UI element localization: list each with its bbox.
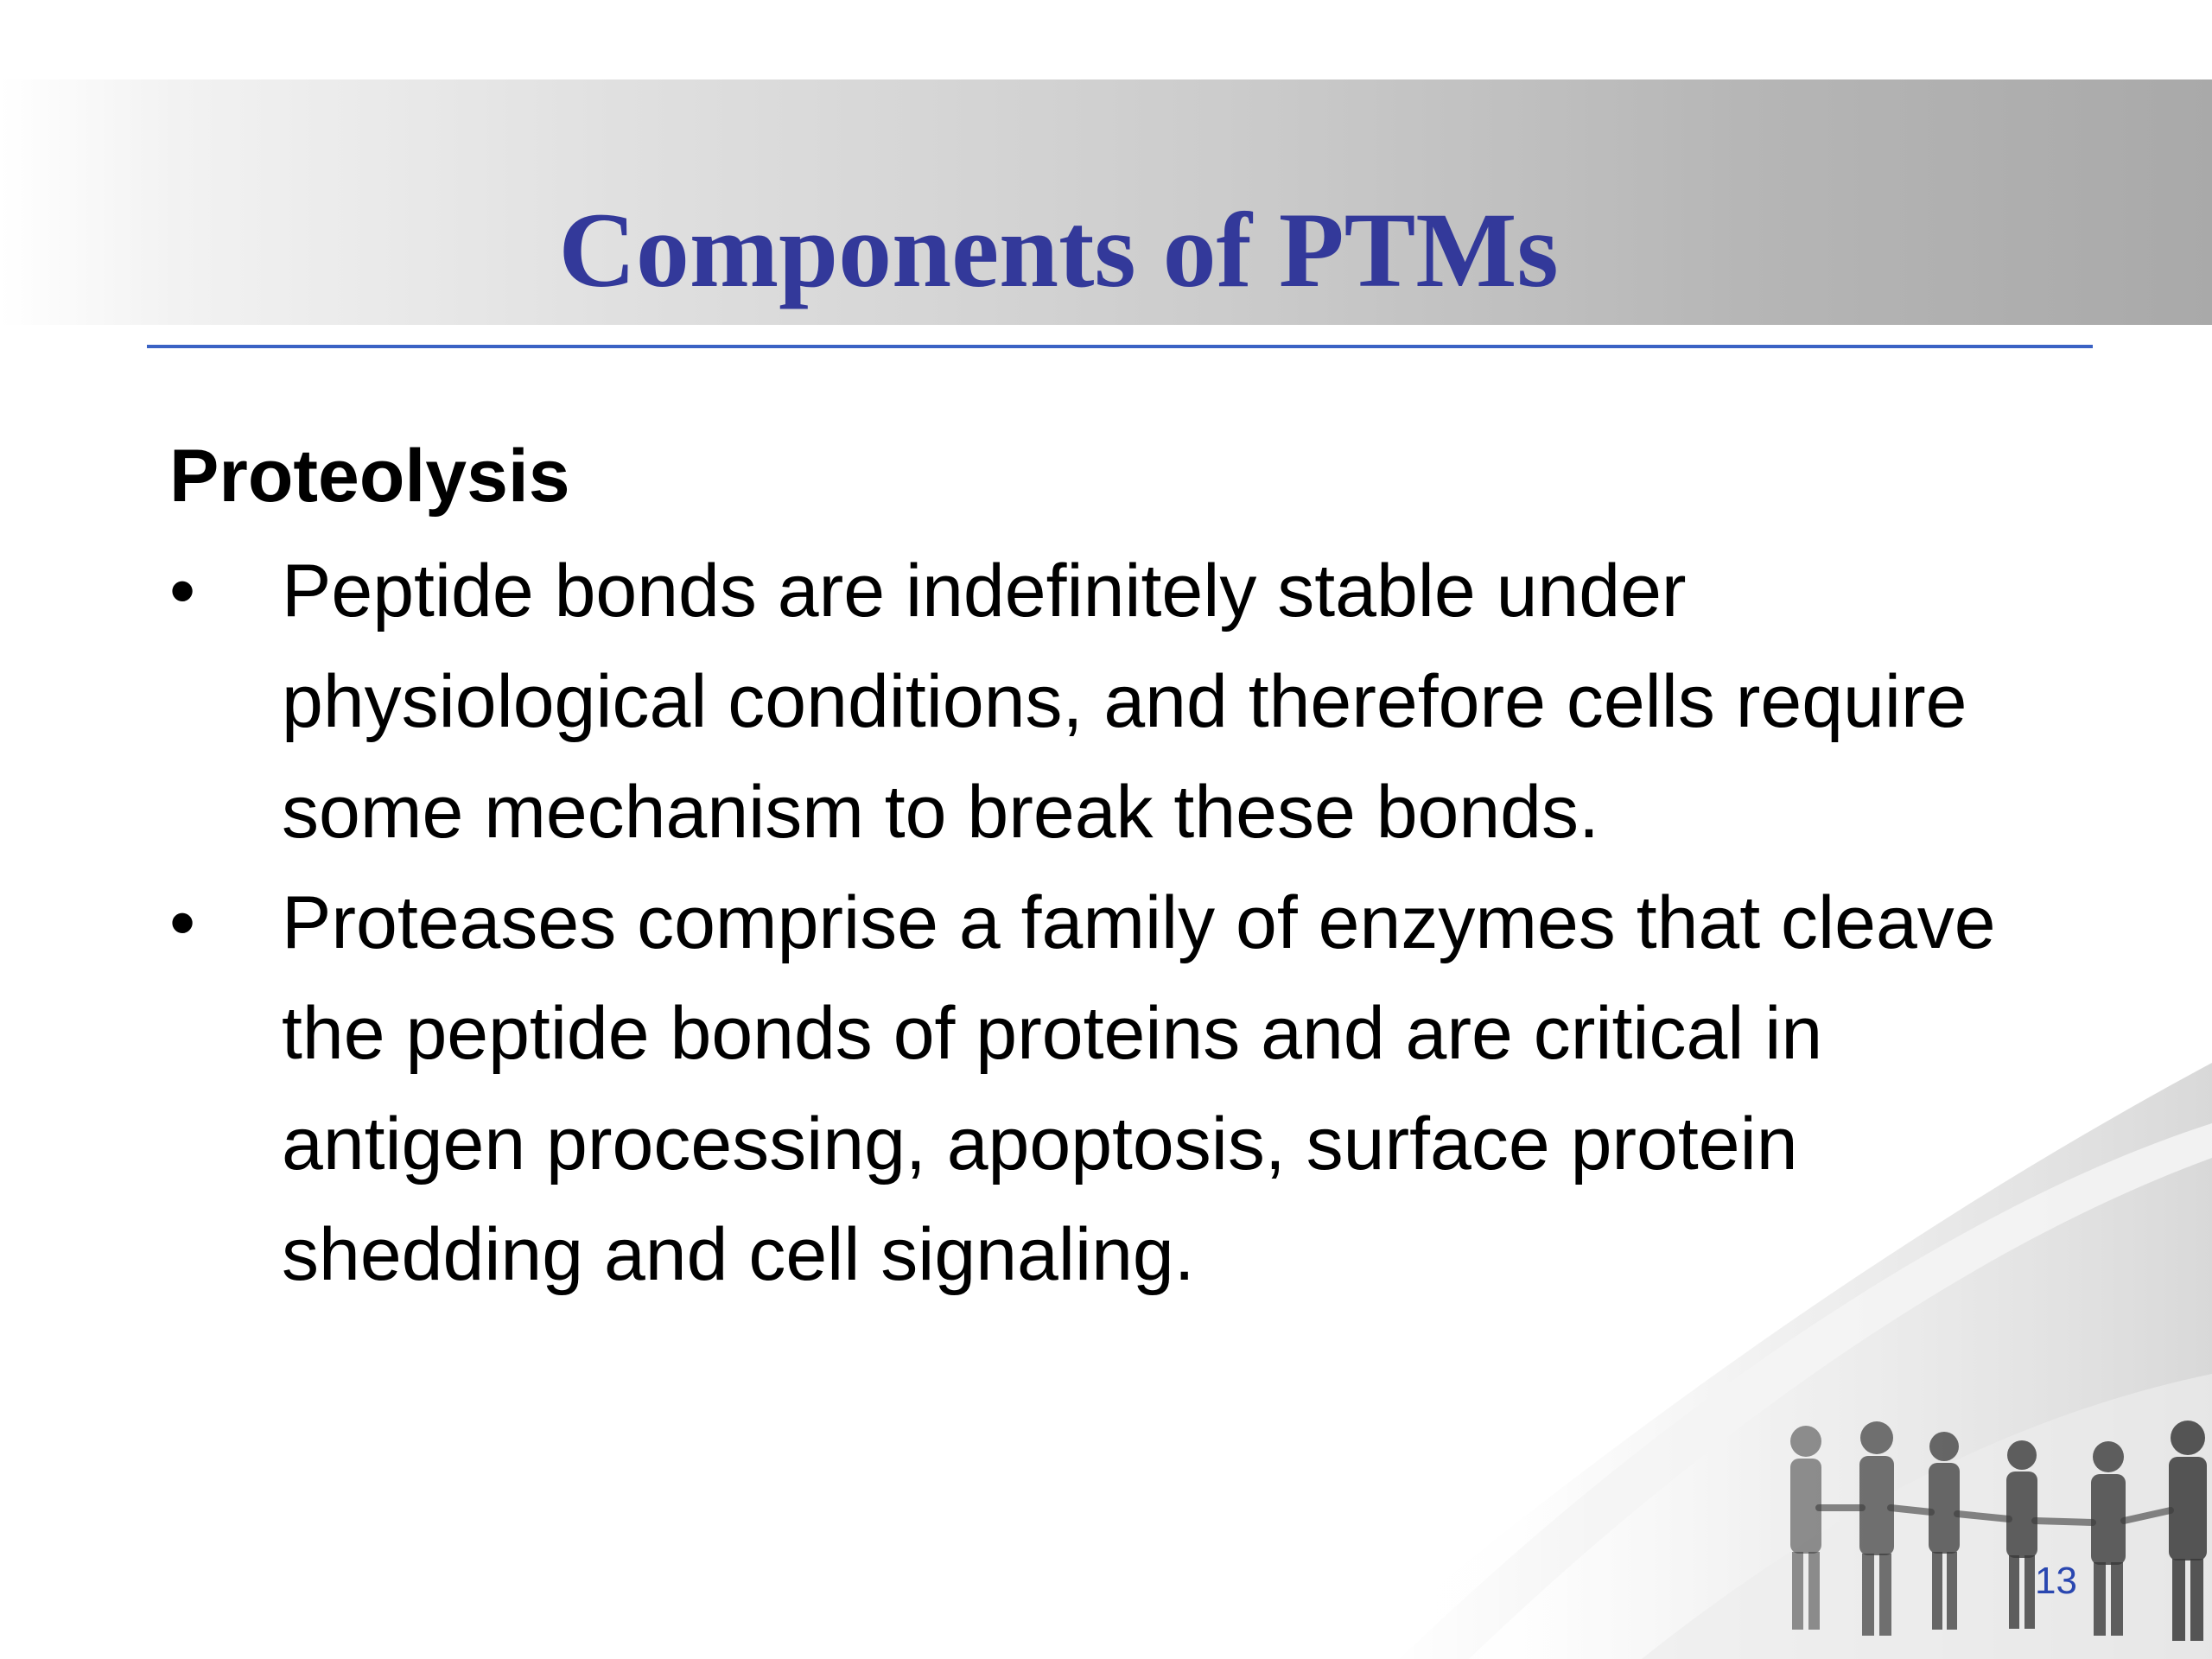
list-item	[169, 536, 2027, 868]
bullet-list	[169, 536, 2027, 1310]
slide-title-text: Components of PTMs	[558, 191, 1559, 309]
bullet-dot-icon: •	[169, 881, 196, 964]
section-heading: Proteolysis	[169, 435, 570, 518]
bullet-dot-icon: •	[169, 550, 196, 632]
list-item	[169, 868, 2027, 1310]
page-number: 13	[2035, 1560, 2077, 1602]
bullet-text: Proteases comprise a family of enzymes that cleave the peptide bonds of proteins and are critical in antigen processing, apoptosis, surface protein shedding and cell signaling.	[282, 881, 1996, 1296]
slide-body	[169, 427, 2027, 1310]
bullet-text: Peptide bonds are indefinitely stable under physiological conditions, and therefore cells require some mechanism to break these bonds.	[282, 550, 1967, 854]
